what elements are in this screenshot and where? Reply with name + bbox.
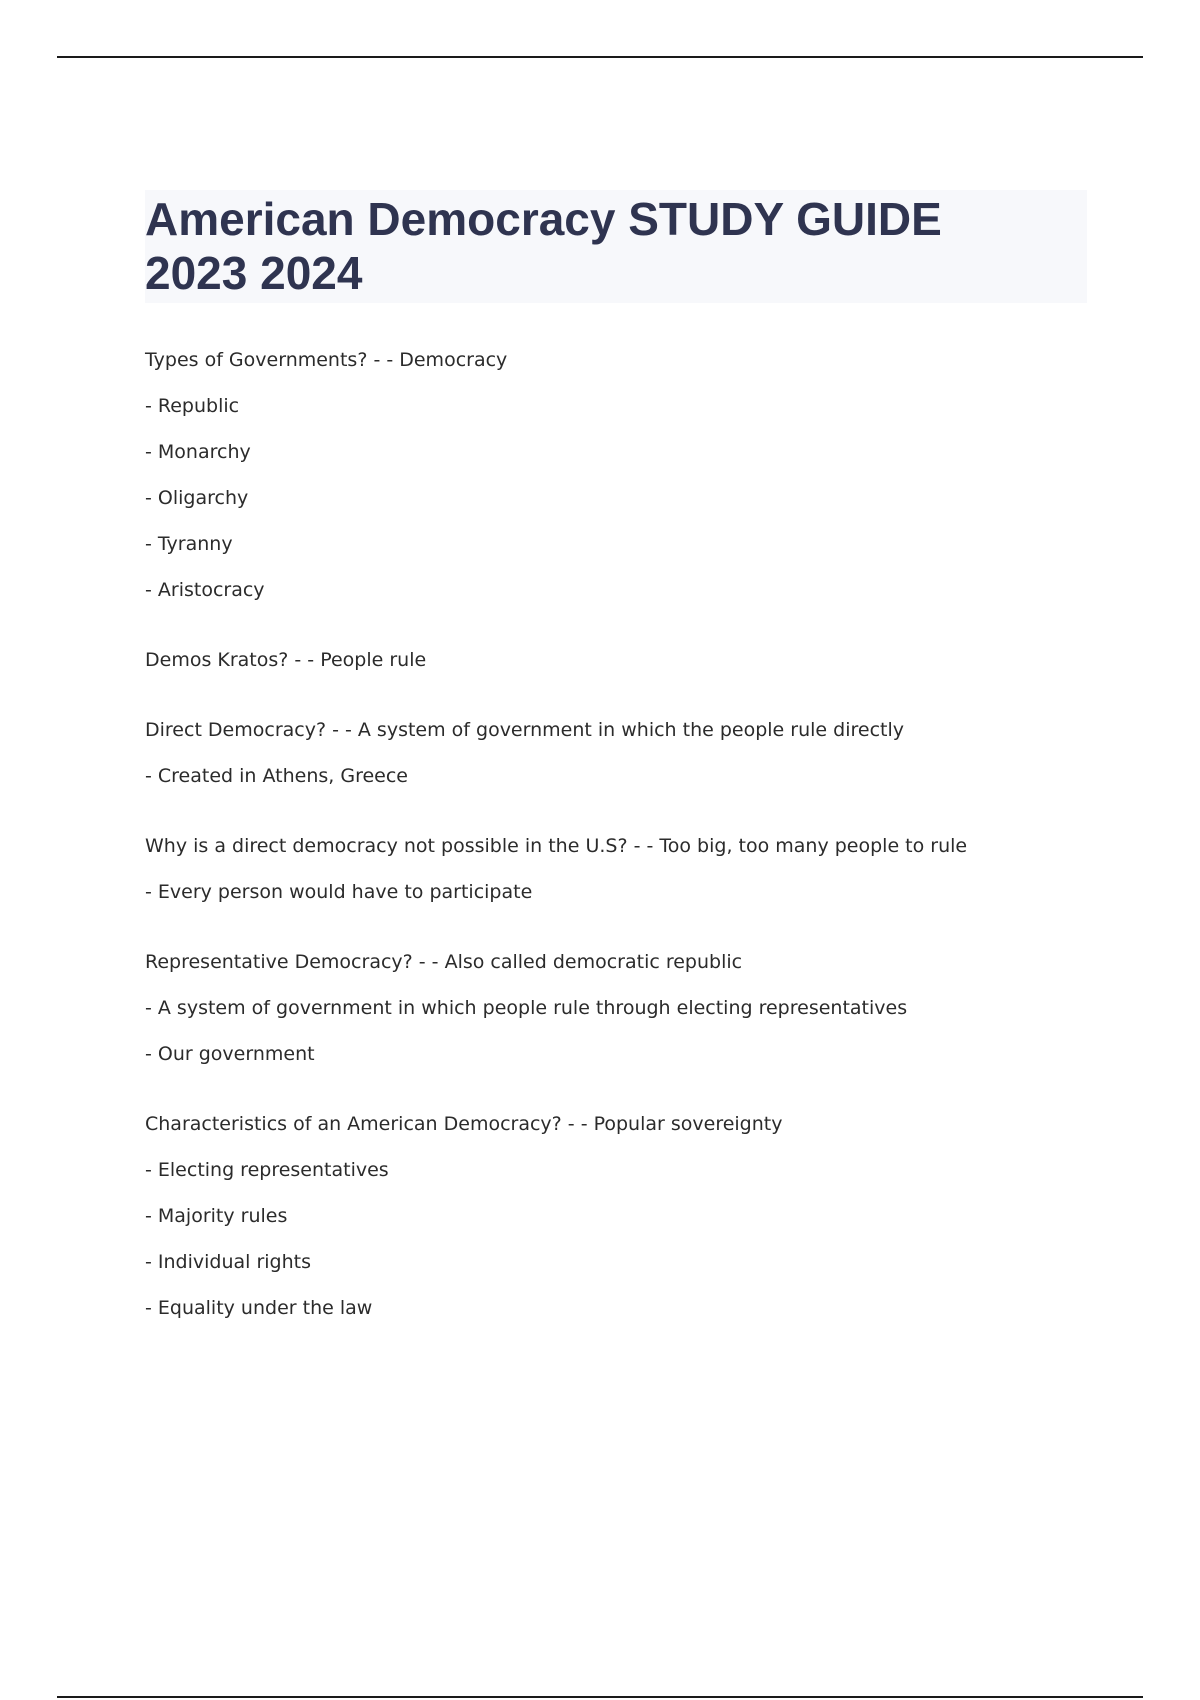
study-content — [145, 348, 1105, 1366]
qa-line: Types of Governments? - - Democracy — [145, 349, 508, 371]
bottom-rule — [57, 1696, 1143, 1698]
title-banner — [145, 190, 1087, 303]
qa-line: Why is a direct democracy not possible in the U.S? - - Too big, too many people to rule — [145, 835, 968, 857]
qa-line: Characteristics of an American Democracy? - - Popular sovereignty — [145, 1113, 783, 1135]
qa-line: - Majority rules — [145, 1205, 288, 1227]
qa-line: Representative Democracy? - - Also called democratic republic — [145, 951, 743, 973]
qa-line: - Republic — [145, 395, 240, 417]
qa-line: - Every person would have to participate — [145, 881, 533, 903]
qa-line: - Oligarchy — [145, 487, 249, 509]
qa-line: - Our government — [145, 1043, 315, 1065]
qa-line: - Aristocracy — [145, 579, 265, 601]
qa-direct-democracy — [145, 718, 1105, 788]
qa-line: - Equality under the law — [145, 1297, 373, 1319]
qa-line: - Individual rights — [145, 1251, 312, 1273]
page-title — [145, 192, 1087, 300]
qa-direct-democracy-us — [145, 834, 1105, 904]
title-line-2: 2023 2024 — [145, 247, 363, 299]
qa-line: Direct Democracy? - - A system of government in which the people rule directly — [145, 719, 904, 741]
qa-line: - A system of government in which people rule through electing representatives — [145, 997, 908, 1019]
qa-characteristics — [145, 1112, 1105, 1320]
qa-line: - Monarchy — [145, 441, 251, 463]
qa-representative-democracy — [145, 950, 1105, 1066]
qa-demos-kratos — [145, 648, 1105, 672]
top-rule — [57, 56, 1143, 58]
title-line-1: American Democracy STUDY GUIDE — [145, 193, 942, 245]
qa-line: Demos Kratos? - - People rule — [145, 649, 427, 671]
qa-line: - Electing representatives — [145, 1159, 389, 1181]
qa-line: - Created in Athens, Greece — [145, 765, 408, 787]
qa-line: - Tyranny — [145, 533, 233, 555]
qa-types-of-governments — [145, 348, 1105, 602]
